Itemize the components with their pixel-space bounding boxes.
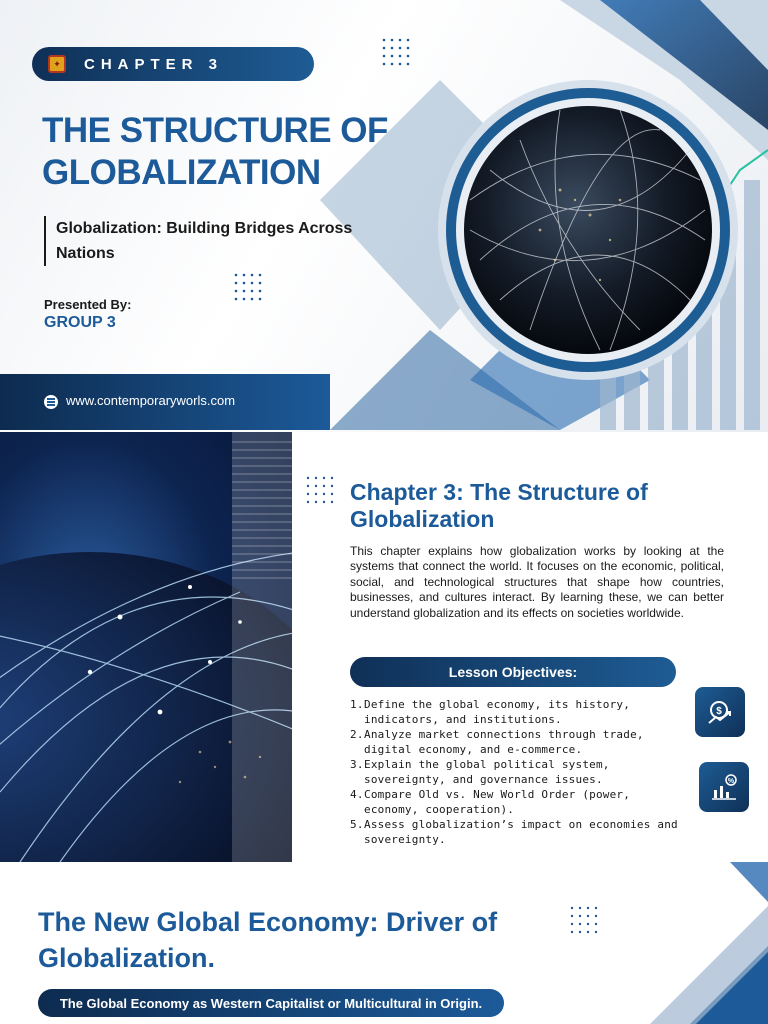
intro-body: This chapter explains how globalization works by looking at the systems that connect the world. It focuses on the economic, political, social, and technological structures that shape how countries, businesses, and cultures interact. By learning these, we can better understand globalization and its effects on societies worldwide.: [350, 544, 724, 620]
svg-text:%: %: [727, 778, 735, 785]
cover-title: THE STRUCTURE OF GLOBALIZATION: [42, 111, 388, 192]
list-item: 3. Explain the global political system, sovereignty, and governance issues.: [350, 758, 610, 786]
list-item: 5. Assess globalization’s impact on economies and sovereignty.: [350, 818, 678, 846]
subtitle-block: [44, 216, 356, 266]
money-growth-icon: [695, 687, 745, 737]
network-globe-image: [0, 432, 292, 862]
website-icon: [44, 395, 58, 409]
economy-banner: [38, 989, 504, 1017]
list-item: 4. Compare Old vs. New World Order (power, economy, cooperation).: [350, 788, 631, 816]
lesson-objectives-label: Lesson Objectives:: [448, 664, 578, 680]
economy-title: The New Global Economy: Driver of Globalization.: [38, 907, 498, 973]
lesson-objectives-header: [350, 657, 676, 687]
presented-by-label: Presented By:: [44, 297, 132, 312]
cover-subtitle: Globalization: Building Bridges Across Nations: [56, 220, 353, 262]
svg-text:$: $: [716, 706, 722, 717]
network-globe-graphic: [0, 432, 292, 862]
group-name: GROUP 3: [44, 314, 116, 331]
objectives-list: [350, 697, 690, 847]
chapter-label: CHAPTER 3: [84, 55, 224, 73]
list-item: 2. Analyze market connections through trade, digital economy, and e-commerce.: [350, 728, 644, 756]
economy-decoration: [560, 862, 768, 1024]
school-seal-icon: ✦: [48, 55, 66, 73]
intro-dot-grid: [306, 476, 338, 508]
cover-section: [0, 0, 768, 432]
website-link[interactable]: www.contemporaryworls.com: [66, 393, 236, 408]
chapter-badge: [32, 47, 314, 81]
economy-banner-text: The Global Economy as Western Capitalist or Multicultural in Origin.: [59, 995, 483, 1011]
chart-percent-icon: [699, 762, 749, 812]
list-item: 1. Define the global economy, its history, indicators, and institutions.: [350, 698, 631, 726]
intro-title: Chapter 3: The Structure of Globalization: [350, 479, 648, 532]
